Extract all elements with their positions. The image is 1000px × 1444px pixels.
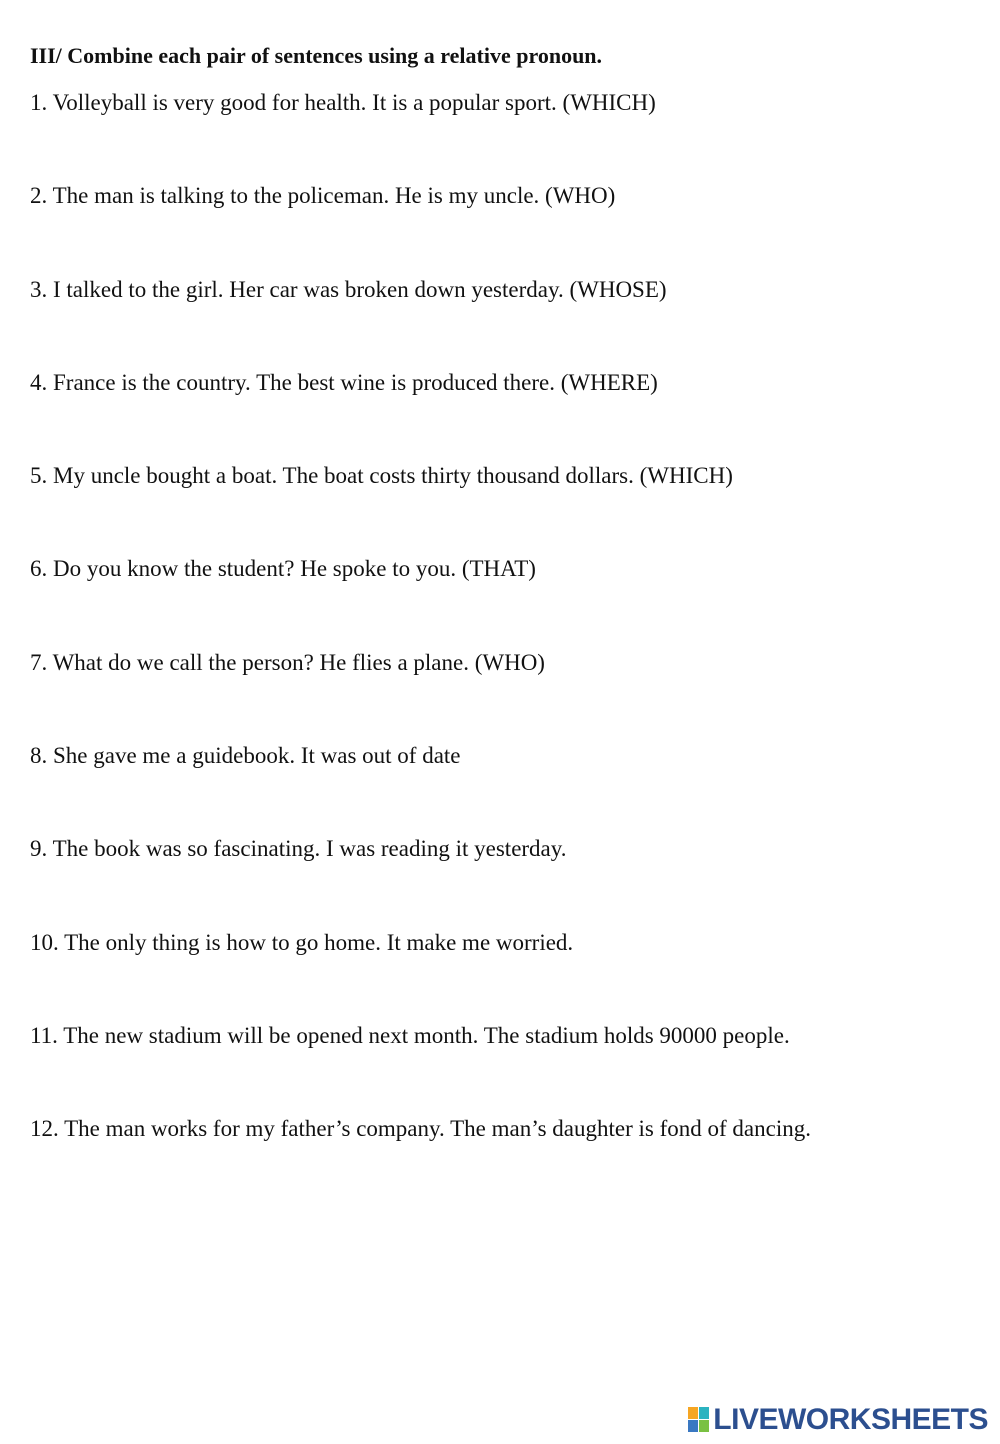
exercise-list [30, 86, 980, 1206]
exercise-item-10: 10. The only thing is how to go home. It make me worried. [30, 929, 574, 955]
liveworksheets-logo [688, 1403, 988, 1436]
exercise-item-4: 4. France is the country. The best wine is produced there. (WHERE) [30, 369, 658, 395]
exercise-item-9: 9. The book was so fascinating. I was reading it yesterday. [30, 836, 567, 862]
exercise-item-11: 11. The new stadium will be opened next month. The stadium holds 90000 people. [30, 1022, 790, 1048]
liveworksheets-logo-icon [688, 1407, 710, 1433]
exercise-item-8: 8. She gave me a guidebook. It was out of date [30, 743, 461, 769]
exercise-item-6: 6. Do you know the student? He spoke to you. (THAT) [30, 556, 536, 582]
exercise-item-1: 1. Volleyball is very good for health. It is a popular sport. (WHICH) [30, 90, 656, 115]
exercise-item-2: 2. The man is talking to the policeman. He is my uncle. (WHO) [30, 183, 616, 209]
exercise-item-7: 7. What do we call the person? He flies a plane. (WHO) [30, 649, 545, 675]
section-heading: III/ Combine each pair of sentences using a relative pronoun. [30, 43, 603, 68]
exercise-item-12: 12. The man works for my father’s company. The man’s daughter is fond of dancing. [30, 1116, 811, 1142]
logo-text: LIVEWORKSHEETS [713, 1403, 988, 1436]
exercise-item-5: 5. My uncle bought a boat. The boat costs thirty thousand dollars. (WHICH) [30, 463, 733, 489]
exercise-item-3: 3. I talked to the girl. Her car was broken down yesterday. (WHOSE) [30, 276, 667, 302]
